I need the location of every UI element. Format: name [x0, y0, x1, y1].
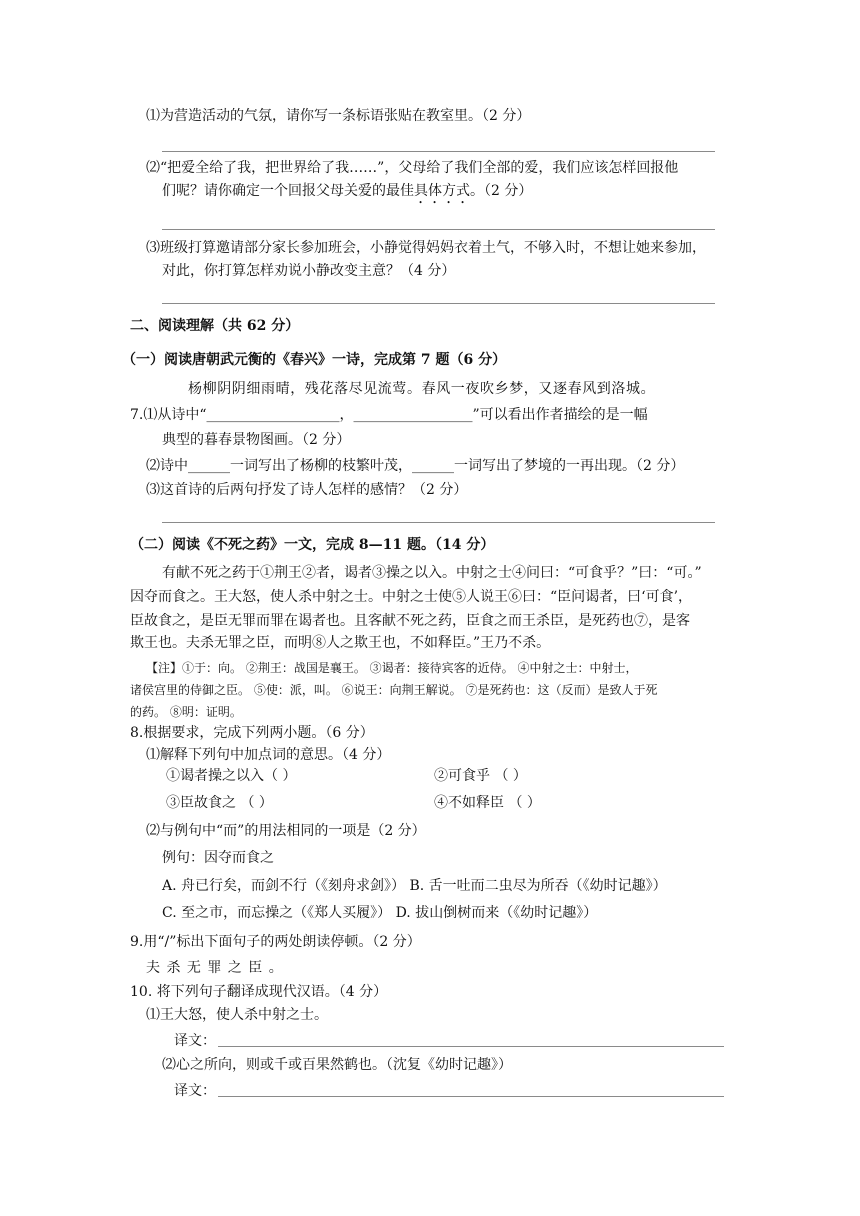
- question-1-2-pre: 们呢？请你确定一个回报父母关爱的最佳: [162, 183, 414, 199]
- question-1-2-line1: ⑵“把爱全给了我，把世界给了我……”，父母给了我们全部的爱，我们应该怎样回报他: [146, 160, 679, 176]
- question-8-2-options-cd: C. 至之市，而忘操之（《郑人买履》） D. 拔山倒树而来（《幼时记趣》）: [162, 905, 598, 921]
- answer-line-1-1[interactable]: [162, 151, 715, 152]
- question-1-2-post: 。（2 分）: [470, 183, 533, 199]
- translation-label-1: 译文：: [174, 1033, 216, 1049]
- question-7-1-line2: 典型的暮春景物图画。（2 分）: [162, 432, 351, 448]
- question-8-1: ⑴解释下列句中加点词的意思。（4 分）: [146, 747, 391, 763]
- passage-line-2: 因夺而食之。王大怒，使人杀中射之士。中射之士使⑤人说王⑥曰：“臣问谒者，曰‘可食’，: [130, 589, 693, 605]
- subsection-2-title: （二）阅读《不死之药》一文，完成 8—11 题。（14 分）: [130, 537, 495, 553]
- question-1-3-line1: ⑶班级打算邀请部分家长参加班会，小静觉得妈妈衣着土气，不够入时，不想让她来参加，: [146, 240, 706, 256]
- question-9: 9.用“/”标出下面句子的两处朗读停顿。（2 分）: [130, 934, 421, 950]
- question-8: 8.根据要求，完成下列两小题。（6 分）: [130, 725, 374, 741]
- note-line-3: 的药。 ⑧明：证明。: [130, 705, 242, 719]
- question-10-1: ⑴王大怒，使人杀中射之士。: [146, 1007, 328, 1023]
- question-8-1-c: ③臣故食之 （ ）: [166, 795, 273, 811]
- note-line-1: 【注】①于：向。 ②荆王：战国是襄王。 ③谒者：接待宾客的近侍。 ④中射之士：中射士，: [146, 661, 638, 675]
- subsection-1-title: （一）阅读唐朝武元衡的《春兴》一诗，完成第 7 题（6 分）: [122, 352, 507, 368]
- question-8-2-options-ab: A. 舟已行矣，而剑不行（《刻舟求剑》） B. 舌一吐而二虫尽为所吞（《幼时记趣》）: [162, 878, 667, 894]
- question-8-2-example: 例句：因夺而食之: [162, 850, 274, 866]
- question-7-2: ⑵诗中______一词写出了杨柳的枝繁叶茂，______一词写出了梦境的一再出现。（2 分）: [146, 458, 685, 474]
- question-8-1-b: ②可食乎 （ ）: [434, 768, 527, 784]
- answer-line-1-3[interactable]: [162, 303, 715, 304]
- translation-label-2: 译文：: [174, 1083, 216, 1099]
- answer-line-7-3[interactable]: [162, 522, 715, 523]
- question-8-2: ⑵与例句中“而”的用法相同的一项是（2 分）: [146, 823, 426, 839]
- question-7-3: ⑶这首诗的后两句抒发了诗人怎样的感情？（2 分）: [146, 482, 468, 498]
- emphasis-text: 具体方式: [414, 183, 470, 199]
- passage-line-1: 有献不死之药于①荆王②者，谒者③操之以入。中射之士④问曰：“可食乎？”曰：“可。”: [162, 565, 702, 581]
- section-title: 二、阅读理解（共 62 分）: [130, 318, 300, 334]
- passage-line-3: 臣故食之，是臣无罪而罪在谒者也。且客献不死之药，臣食之而王杀臣，是死药也⑦，是客: [130, 613, 690, 629]
- answer-line-1-2[interactable]: [162, 229, 715, 230]
- passage-line-4: 欺王也。夫杀无罪之臣，而明⑧人之欺王也，不如释臣。”王乃不杀。: [130, 635, 551, 651]
- question-1-3-line2: 对此，你打算怎样劝说小静改变主意？（4 分）: [162, 263, 456, 279]
- question-7-1-line1: 7.⑴从诗中“___________________，_________________”可以看出作者描绘的是一幅: [130, 407, 648, 423]
- note-line-2: 诸侯宫里的侍御之臣。 ⑤使：派，叫。 ⑥说王：向荆王解说。 ⑦是死药也：这（反而）是致人于死: [130, 683, 658, 697]
- answer-line-10-1[interactable]: [218, 1046, 724, 1047]
- question-8-1-a: ①谒者操之以入（ ）: [166, 768, 297, 784]
- question-10: 10. 将下列句子翻译成现代汉语。（4 分）: [130, 984, 388, 1000]
- question-1-1: ⑴为营造活动的气氛，请你写一条标语张贴在教室里。（2 分）: [146, 108, 531, 124]
- question-8-1-d: ④不如释臣 （ ）: [434, 795, 541, 811]
- question-10-2: ⑵心之所向，则或千或百果然鹤也。（沈复《幼时记趣》）: [162, 1057, 512, 1073]
- question-1-2-line2: [162, 181, 532, 207]
- answer-line-10-2[interactable]: [218, 1096, 724, 1097]
- poem-text: 杨柳阴阴细雨晴，残花落尽见流莺。春风一夜吹乡梦，又逐春风到洛城。: [188, 381, 656, 397]
- question-9-sentence: 夫 杀 无 罪 之 臣 。: [146, 960, 284, 976]
